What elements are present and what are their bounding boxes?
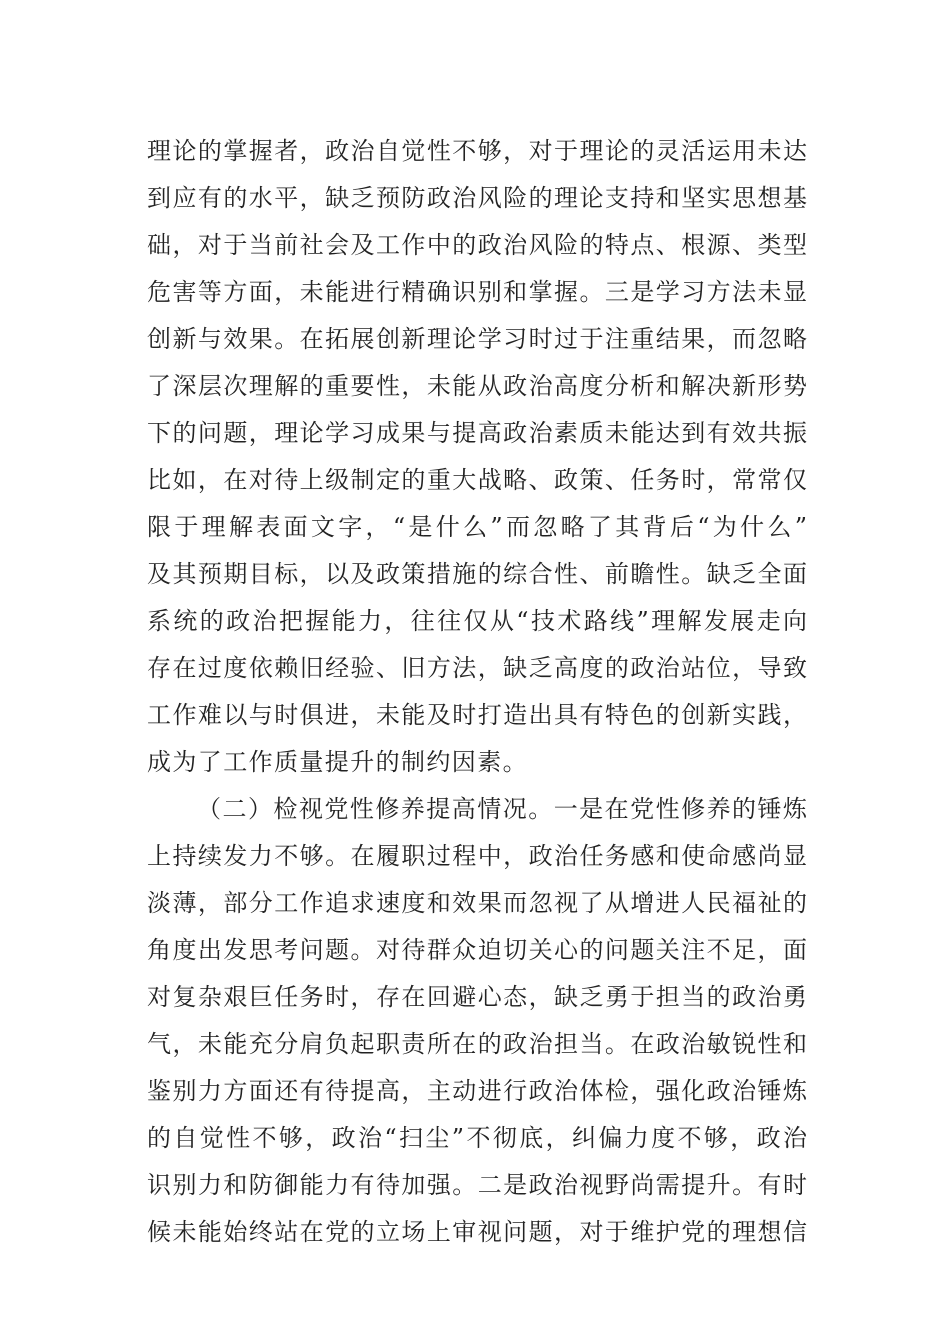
text-line: 限于理解表面文字，“是什么”而忽略了其背后“为什么” (147, 513, 807, 541)
text-line: 鉴别力方面还有待提高，主动进行政治体检，强化政治锤炼 (147, 1077, 807, 1105)
text-line: 角度出发思考问题。对待群众迫切关心的问题关注不足，面 (147, 936, 807, 964)
text-line: 了深层次理解的重要性，未能从政治高度分析和解决新形势 (147, 372, 807, 400)
text-line: 系统的政治把握能力，往往仅从“技术路线”理解发展走向 (147, 607, 807, 635)
text-line: 础，对于当前社会及工作中的政治风险的特点、根源、类型 (147, 231, 807, 259)
text-line: （二）检视党性修养提高情况。一是在党性修养的锤炼 (197, 795, 807, 823)
text-line: 气，未能充分肩负起职责所在的政治担当。在政治敏锐性和 (147, 1030, 807, 1058)
text-line: 候未能始终站在党的立场上审视问题，对于维护党的理想信 (147, 1218, 807, 1246)
text-line: 比如，在对待上级制定的重大战略、政策、任务时，常常仅 (147, 466, 807, 494)
text-line: 存在过度依赖旧经验、旧方法，缺乏高度的政治站位，导致 (147, 654, 807, 682)
text-line: 对复杂艰巨任务时，存在回避心态，缺乏勇于担当的政治勇 (147, 983, 807, 1011)
text-line: 淡薄，部分工作追求速度和效果而忽视了从增进人民福祉的 (147, 889, 807, 917)
text-line: 及其预期目标，以及政策措施的综合性、前瞻性。缺乏全面 (147, 560, 807, 588)
text-line: 上持续发力不够。在履职过程中，政治任务感和使命感尚显 (147, 842, 807, 870)
text-line: 成为了工作质量提升的制约因素。 (147, 748, 528, 776)
text-line: 下的问题，理论学习成果与提高政治素质未能达到有效共振 (147, 419, 807, 447)
text-line: 识别力和防御能力有待加强。二是政治视野尚需提升。有时 (147, 1171, 807, 1199)
text-line: 的自觉性不够，政治“扫尘”不彻底，纠偏力度不够，政治 (147, 1124, 807, 1152)
text-line: 理论的掌握者，政治自觉性不够，对于理论的灵活运用未达 (147, 137, 807, 165)
text-line: 危害等方面，未能进行精确识别和掌握。三是学习方法未显 (147, 278, 807, 306)
text-line: 创新与效果。在拓展创新理论学习时过于注重结果，而忽略 (147, 325, 807, 353)
document-page (147, 131, 807, 1259)
text-line: 工作难以与时俱进，未能及时打造出具有特色的创新实践， (147, 701, 807, 729)
paragraph-2 (147, 789, 807, 1259)
text-line: 到应有的水平，缺乏预防政治风险的理论支持和坚实思想基 (147, 184, 807, 212)
paragraph-1 (147, 131, 807, 789)
